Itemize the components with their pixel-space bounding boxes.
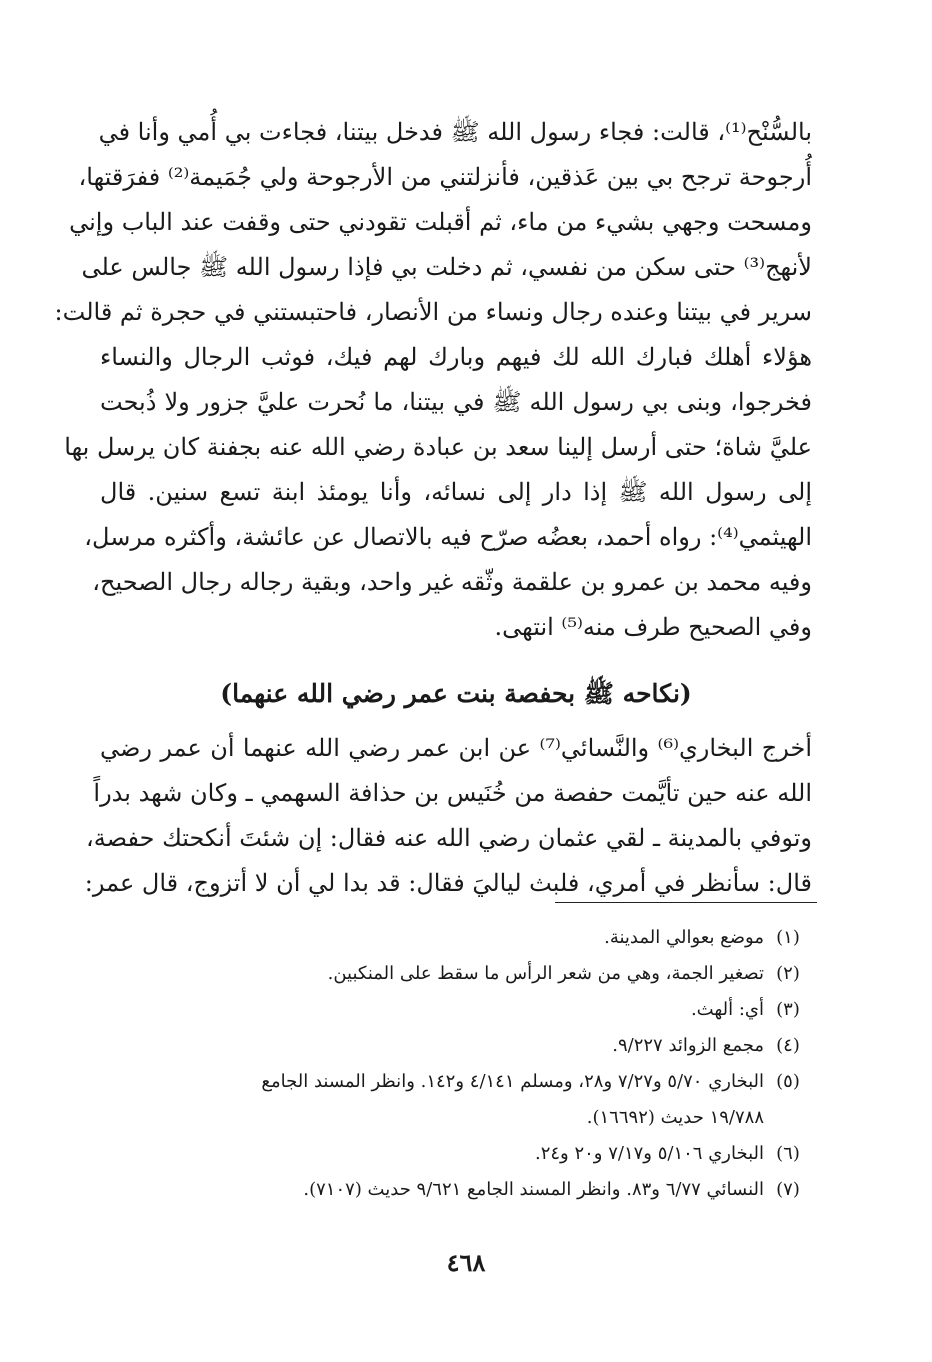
text-line: بالسُّنْح⁽¹⁾، قالت: فجاء رسول الله ﷺ فدخل بيتنا، فجاءت بي أُمي وأنا في — [98, 118, 812, 146]
footnote-number: (٤) — [776, 1035, 800, 1056]
footnote-text: البخاري ٥/٧٠ و٧/٢٧ و٢٨، ومسلم ٤/١٤١ و١٤٢. وانظر المسند الجامع — [261, 1071, 764, 1092]
footnote-separator — [555, 902, 817, 903]
footnote-item — [100, 992, 812, 1028]
footnote-item — [100, 956, 812, 992]
footnote-text: موضع بعوالي المدينة. — [604, 927, 764, 948]
footnote-number: (٧) — [776, 1179, 800, 1200]
footnote-text: ١٩/٧٨٨ حديث (١٦٦٩٢). — [586, 1107, 764, 1128]
footnote-number: (٦) — [776, 1143, 800, 1164]
footnote-text: تصغير الجمة، وهي من شعر الرأس ما سقط على المنكبين. — [327, 963, 764, 984]
section-heading: (نكاحه ﷺ بحفصة بنت عمر رضي الله عنهما) — [220, 679, 692, 708]
footnote-text: أي: ألهث. — [690, 999, 764, 1020]
footnote-number: (٥) — [776, 1071, 800, 1092]
text-line: الله عنه حين تأيَّمت حفصة من خُنَيس بن حذافة السهمي ـ وكان شهد بدراً — [93, 779, 812, 807]
footnote-number: (١) — [776, 927, 800, 948]
text-line: أُرجوحة ترجح بي بين عَذقين، فأنزلتني من الأرجوحة ولي جُمَيمة⁽²⁾ ففرَقتها، — [78, 163, 812, 191]
footnote-text: النسائي ٦/٧٧ و٨٣. وانظر المسند الجامع ٩/٦٢١ حديث (٧١٠٧). — [303, 1179, 764, 1200]
footnote-text: البخاري ٥/١٠٦ و٧/١٧ و٢٠ و٢٤. — [534, 1143, 764, 1164]
page-number: ٤٦٨ — [446, 1248, 486, 1277]
text-line: سرير في بيتنا وعنده رجال ونساء من الأنصار، فاحتبستني في حجرة ثم قالت: — [54, 298, 812, 326]
text-line: أخرج البخاري⁽⁶⁾ والنَّسائي⁽⁷⁾ عن ابن عمر رضي الله عنهما أن عمر رضي — [100, 734, 812, 762]
footnote-number: (٣) — [776, 999, 800, 1020]
text-line: وفي الصحيح طرف منه⁽⁵⁾ انتهى. — [494, 613, 812, 641]
text-line: لأنهج⁽³⁾ حتى سكن من نفسي، ثم دخلت بي فإذا رسول الله ﷺ جالس على — [81, 253, 812, 281]
footnote-number: (٢) — [776, 963, 800, 984]
footnotes — [100, 920, 812, 1208]
text-line: فخرجوا، وبنى بي رسول الله ﷺ في بيتنا، ما نُحرت عليَّ جزور ولا ذُبحت — [100, 388, 812, 416]
footnote-text: مجمع الزوائد ٩/٢٢٧. — [612, 1035, 764, 1056]
text-line: الهيثمي⁽⁴⁾: رواه أحمد، بعضُه صرّح فيه بالاتصال عن عائشة، وأكثره مرسل، — [84, 523, 812, 551]
text-line: إلى رسول الله ﷺ إذا دار إلى نسائه، وأنا يومئذ ابنة تسع سنين. قال — [100, 478, 813, 506]
text-line: وفيه محمد بن عمرو بن علقمة وثّقه غير واحد، وبقية رجاله رجال الصحيح، — [92, 568, 812, 596]
footnote-item — [100, 1028, 812, 1064]
main-text — [54, 110, 813, 906]
footnote-item — [100, 920, 812, 956]
text-line: وتوفي بالمدينة ـ لقي عثمان رضي الله عنه فقال: إن شئتَ أنكحتك حفصة، — [86, 824, 812, 852]
text-line: ومسحت وجهي بشيء من ماء، ثم أقبلت تقودني حتى وقفت عند الباب وإني — [69, 208, 812, 236]
text-line: قال: سأنظر في أمري، فلبث لياليَ فقال: قد بدا لي أن لا أتزوج، قال عمر: — [84, 869, 812, 897]
text-line: هؤلاء أهلك فبارك الله لك فيهم وبارك لهم فيك، فوثب الرجال والنساء — [100, 343, 812, 371]
text-line: عليَّ شاة؛ حتى أرسل إلينا سعد بن عبادة رضي الله عنه بجفنة كان يرسل بها — [64, 433, 812, 461]
footnote-item — [100, 1172, 812, 1208]
footnote-item — [100, 1064, 812, 1136]
footnote-item — [100, 1136, 812, 1172]
